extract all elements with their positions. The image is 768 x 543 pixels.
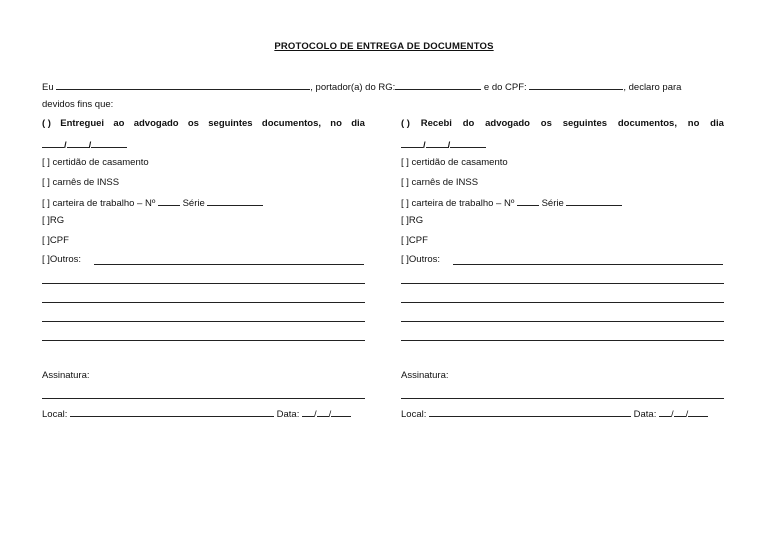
intro-cpf: e do CPF:: [483, 82, 527, 93]
intro-eu: Eu: [42, 82, 54, 93]
left-item-outros[interactable]: [ ]Outros:: [42, 254, 82, 265]
right-data-field[interactable]: / /: [659, 409, 708, 420]
left-local-field[interactable]: [70, 407, 274, 417]
right-item-carteira[interactable]: [ ] carteira de trabalho – Nº Série: [401, 196, 622, 210]
left-carteira-serie-field[interactable]: [207, 196, 263, 206]
right-item-certidao[interactable]: [ ] certidão de casamento: [401, 157, 508, 168]
left-heading-word: advogado: [133, 118, 179, 129]
left-heading-word: no: [330, 118, 342, 129]
left-local-row: Local: Data: / /: [42, 407, 351, 421]
rg-field[interactable]: [395, 80, 481, 90]
right-item-rg[interactable]: [ ]RG: [401, 215, 424, 226]
intro-devidos: devidos fins que:: [42, 99, 114, 110]
right-heading-word: os: [540, 118, 552, 129]
right-heading-word[interactable]: ( ): [401, 118, 410, 129]
document-title: PROTOCOLO DE ENTREGA DE DOCUMENTOS: [274, 41, 494, 52]
intro-line: [42, 80, 681, 94]
right-heading-word: advogado: [485, 118, 530, 129]
right-local-row: Local: Data: / /: [401, 407, 708, 421]
right-outros-line[interactable]: [401, 283, 724, 284]
left-outros-field[interactable]: [94, 264, 364, 265]
right-heading-word: seguintes: [562, 118, 608, 129]
right-carteira-serie-field[interactable]: [566, 196, 622, 206]
left-heading-word: dia: [351, 118, 365, 129]
right-assinatura-line[interactable]: [401, 398, 724, 399]
right-heading: [401, 118, 724, 130]
left-heading-word: os: [187, 118, 199, 129]
left-item-rg[interactable]: [ ]RG: [42, 215, 65, 226]
right-heading-word: Recebi: [420, 118, 452, 129]
right-carteira-numero-field[interactable]: [517, 196, 539, 206]
cpf-field[interactable]: [529, 80, 623, 90]
left-assinatura-label: Assinatura:: [42, 370, 90, 381]
left-data-field[interactable]: / /: [302, 409, 351, 420]
left-heading-word: seguintes: [208, 118, 253, 129]
right-outros-line[interactable]: [401, 321, 724, 322]
right-outros-field[interactable]: [453, 264, 723, 265]
left-date-field[interactable]: / /: [42, 138, 127, 152]
left-item-certidao[interactable]: [ ] certidão de casamento: [42, 157, 149, 168]
right-outros-line[interactable]: [401, 340, 724, 341]
left-heading-word: ao: [113, 118, 125, 129]
right-heading-word: dia: [710, 118, 724, 129]
right-date-field[interactable]: / /: [401, 138, 486, 152]
left-item-carnes[interactable]: [ ] carnês de INSS: [42, 177, 120, 188]
intro-portador: , portador(a) do RG:: [310, 82, 396, 93]
right-local-field[interactable]: [429, 407, 631, 417]
left-outros-line[interactable]: [42, 283, 365, 284]
left-heading-word: Entreguei: [60, 118, 105, 129]
left-item-cpf[interactable]: [ ]CPF: [42, 235, 69, 246]
left-outros-line[interactable]: [42, 340, 365, 341]
right-item-outros[interactable]: [ ]Outros:: [401, 254, 441, 265]
left-carteira-numero-field[interactable]: [158, 196, 180, 206]
left-outros-line[interactable]: [42, 302, 365, 303]
right-item-carnes[interactable]: [ ] carnês de INSS: [401, 177, 479, 188]
right-outros-line[interactable]: [401, 302, 724, 303]
left-item-carteira[interactable]: [ ] carteira de trabalho – Nº Série: [42, 196, 263, 210]
left-assinatura-line[interactable]: [42, 398, 365, 399]
right-heading-word: do: [462, 118, 475, 129]
name-field[interactable]: [56, 80, 310, 90]
left-heading-word: documentos,: [261, 118, 322, 129]
left-heading: [42, 118, 365, 130]
right-item-cpf[interactable]: [ ]CPF: [401, 235, 428, 246]
right-assinatura-label: Assinatura:: [401, 370, 449, 381]
intro-declaro: , declaro para: [623, 82, 682, 93]
right-heading-word: no: [687, 118, 700, 129]
left-outros-line[interactable]: [42, 321, 365, 322]
left-heading-word[interactable]: ( ): [42, 118, 51, 129]
right-heading-word: documentos,: [617, 118, 677, 129]
